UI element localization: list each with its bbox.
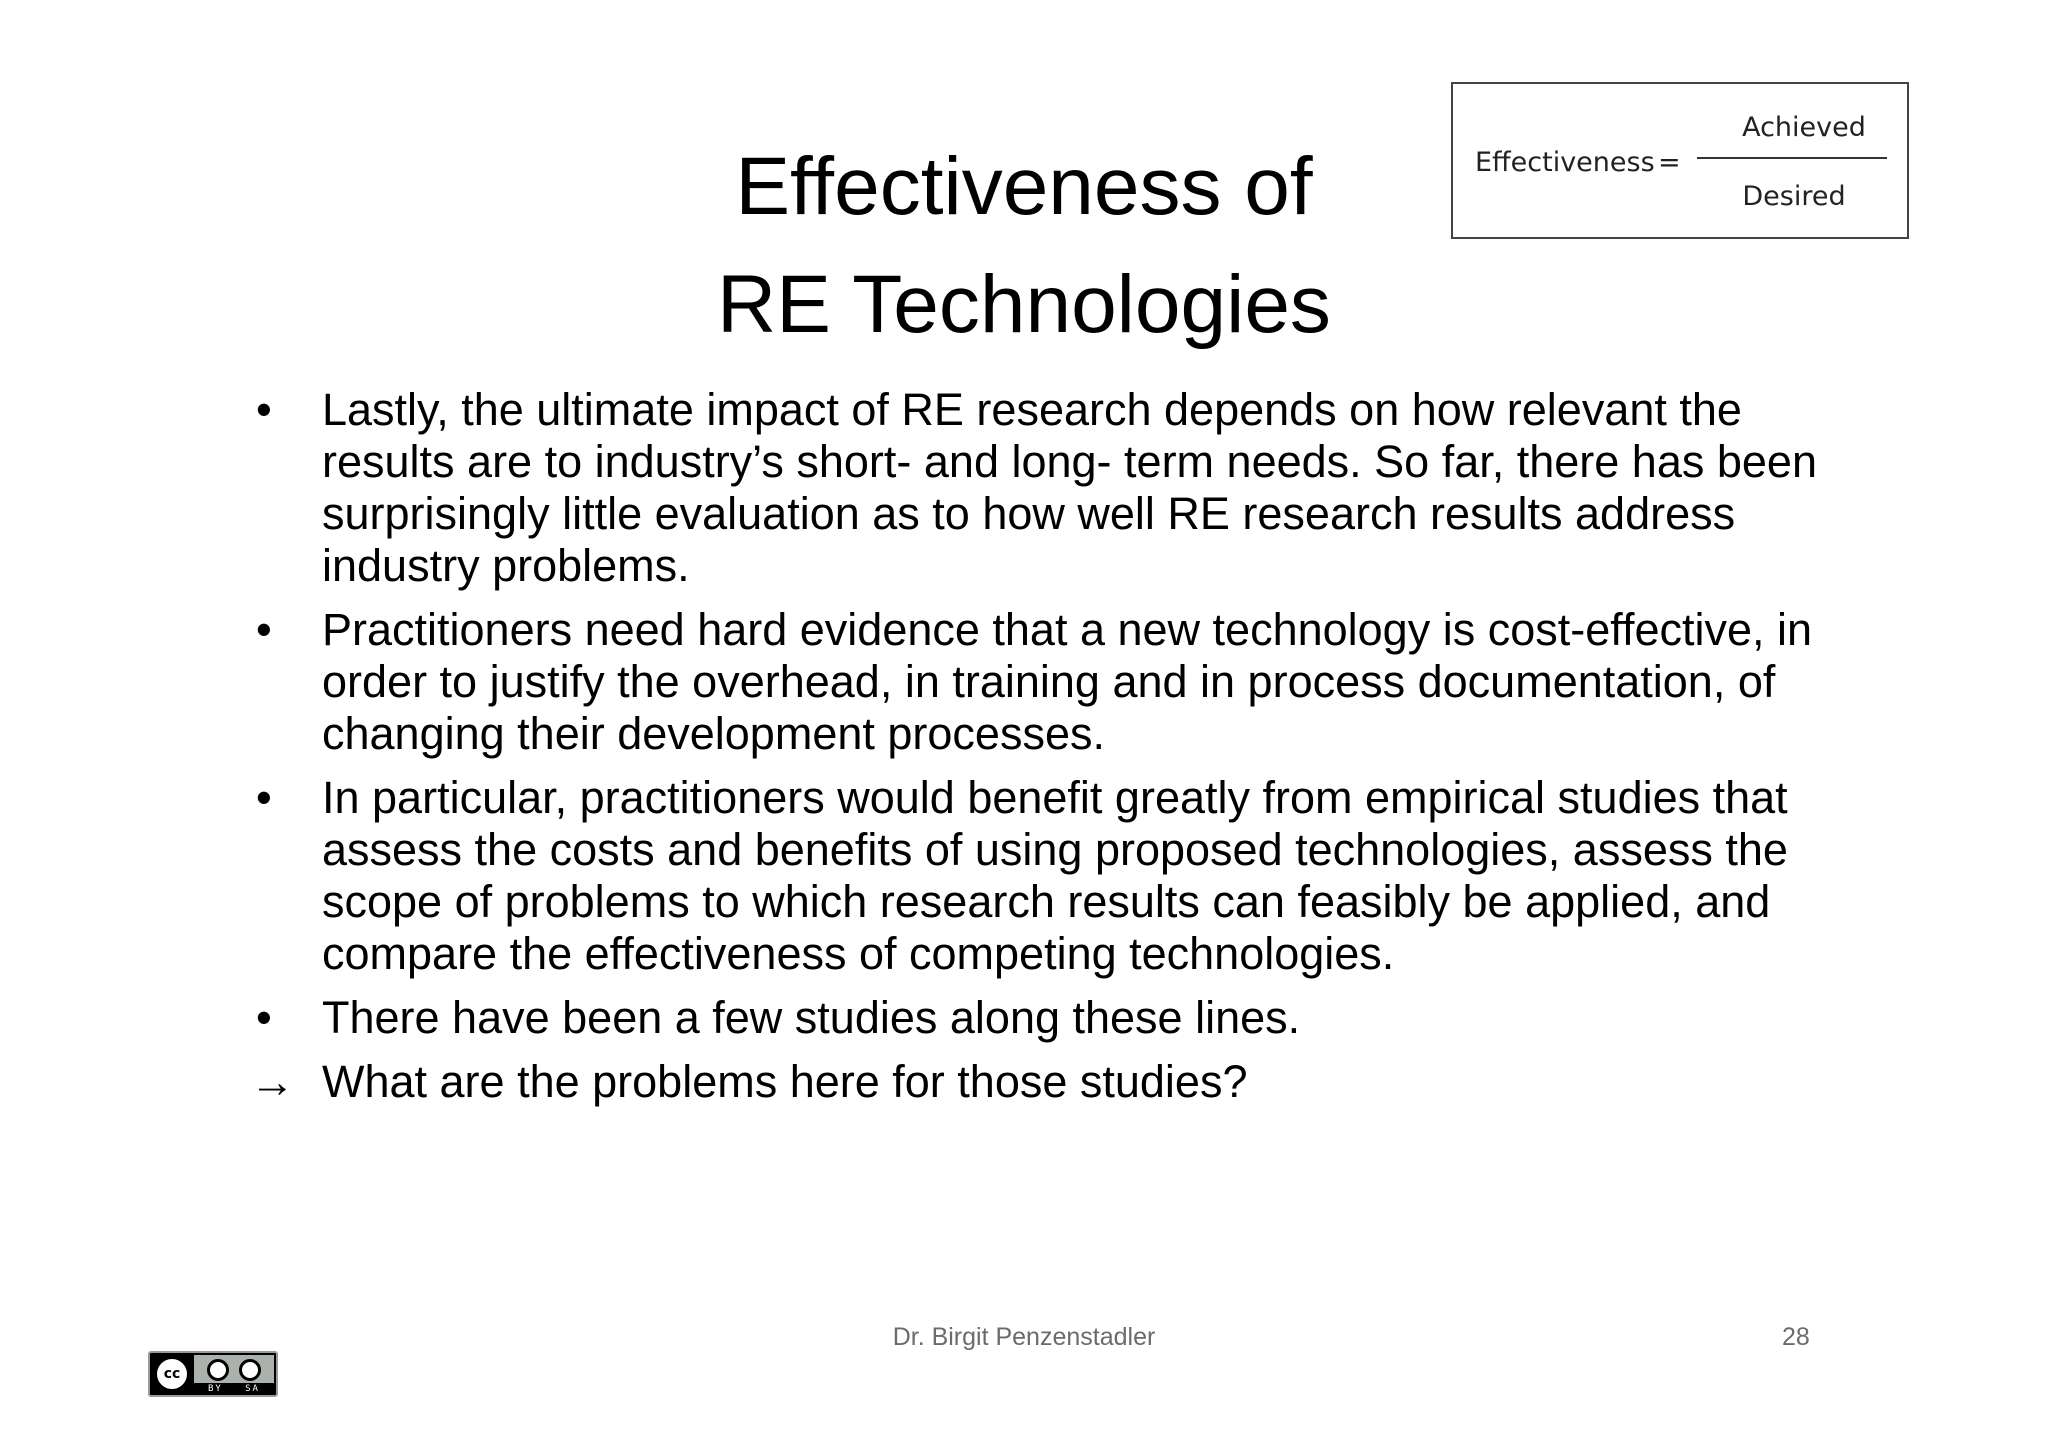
cc-badge-panel xyxy=(194,1355,274,1383)
cc-badge-labels xyxy=(194,1383,274,1395)
bullet-marker: • xyxy=(256,992,272,1043)
bullet-text: Lastly, the ultimate impact of RE research depends on how relevant the results are to industry’s short- and long- term needs. So far, there has been surprisingly little evaluation as to how well RE research results address industry problems. xyxy=(322,384,1817,591)
sa-label: SA xyxy=(245,1384,260,1394)
question-item xyxy=(250,1056,1850,1108)
effectiveness-formula-box xyxy=(1451,82,1909,239)
formula-equals: = xyxy=(1658,147,1681,178)
formula-denominator: Desired xyxy=(1742,181,1846,212)
formula-lhs: Effectiveness xyxy=(1475,147,1655,178)
question-text: What are the problems here for those studies? xyxy=(322,1056,1248,1107)
title-line-1: Effectiveness of xyxy=(735,141,1313,232)
formula-numerator: Achieved xyxy=(1742,112,1866,143)
fraction-bar xyxy=(1697,157,1887,159)
bullet-text: There have been a few studies along these lines. xyxy=(322,992,1301,1043)
bullet-text: Practitioners need hard evidence that a new technology is cost-effective, in order to justify the overhead, in training and in process documentation, of changing their development processes. xyxy=(322,604,1813,759)
bullet-item xyxy=(250,384,1850,592)
bullet-list xyxy=(250,384,1850,1120)
cc-by-sa-icon[interactable] xyxy=(148,1351,278,1397)
bullet-marker: • xyxy=(256,772,272,823)
bullet-item xyxy=(250,604,1850,760)
footer-author: Dr. Birgit Penzenstadler xyxy=(892,1323,1156,1351)
arrow-right-icon: → xyxy=(250,1056,295,1107)
by-attribution-icon xyxy=(207,1359,229,1381)
page-number: 28 xyxy=(1782,1323,1810,1351)
bullet-item xyxy=(250,772,1850,980)
by-label: BY xyxy=(208,1384,223,1394)
cc-logo-icon: cc xyxy=(154,1356,190,1392)
bullet-marker: • xyxy=(256,384,272,435)
sa-share-alike-icon xyxy=(239,1359,261,1381)
bullet-item xyxy=(250,992,1850,1044)
bullet-marker: • xyxy=(256,604,272,655)
bullet-text: In particular, practitioners would benefit greatly from empirical studies that assess the costs and benefits of using proposed technologies, assess the scope of problems to which research results can feasibly be applied, and compare the effectiveness of competing technologies. xyxy=(322,772,1788,979)
title-line-2: RE Technologies xyxy=(717,259,1331,350)
